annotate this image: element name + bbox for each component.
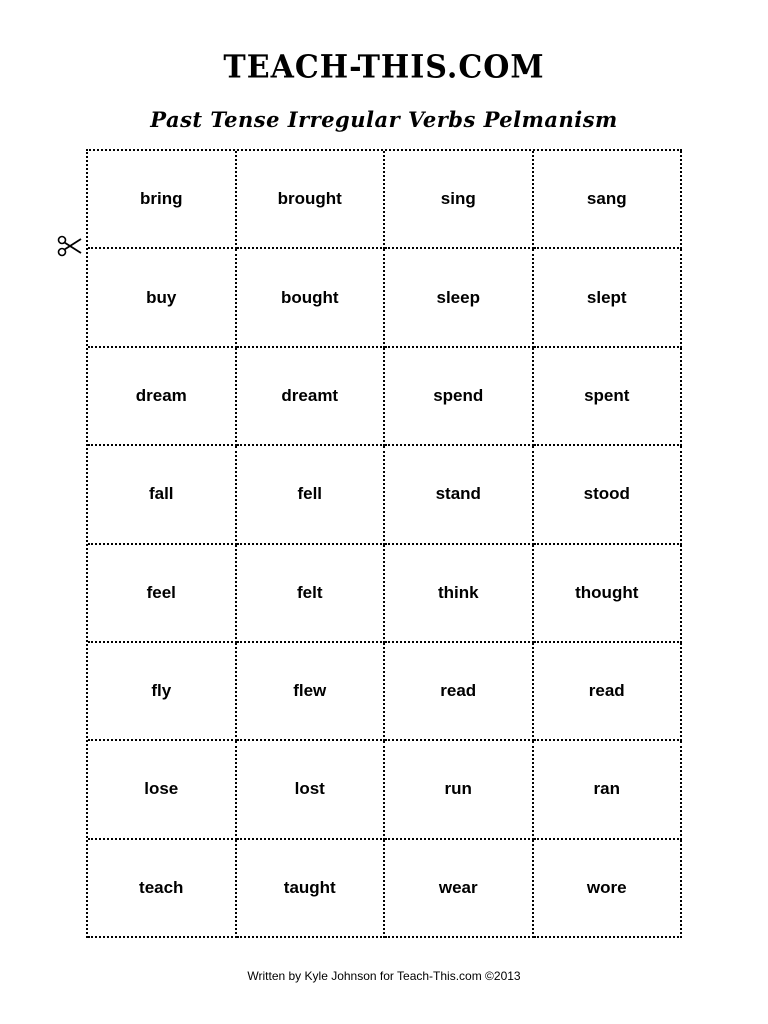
word-card: stand — [385, 446, 534, 544]
word-card: fall — [88, 446, 237, 544]
word-card: felt — [237, 545, 386, 643]
word-card: dream — [88, 348, 237, 446]
word-card: fly — [88, 643, 237, 741]
scissors-icon — [56, 235, 82, 257]
word-card: bought — [237, 249, 386, 347]
word-card: spend — [385, 348, 534, 446]
word-card: sing — [385, 151, 534, 249]
word-card: sang — [534, 151, 683, 249]
word-card: run — [385, 741, 534, 839]
word-card: fell — [237, 446, 386, 544]
word-card: slept — [534, 249, 683, 347]
card-grid — [86, 149, 682, 938]
word-card: wear — [385, 840, 534, 938]
word-card: read — [385, 643, 534, 741]
word-card: stood — [534, 446, 683, 544]
word-card: wore — [534, 840, 683, 938]
site-title: TEACH-THIS.COM — [223, 49, 545, 86]
word-card: brought — [237, 151, 386, 249]
word-card: lose — [88, 741, 237, 839]
word-card: flew — [237, 643, 386, 741]
word-card: sleep — [385, 249, 534, 347]
word-card: teach — [88, 840, 237, 938]
word-card: taught — [237, 840, 386, 938]
word-card: lost — [237, 741, 386, 839]
word-card: buy — [88, 249, 237, 347]
word-card: feel — [88, 545, 237, 643]
word-card: spent — [534, 348, 683, 446]
footer-credit: Written by Kyle Johnson for Teach-This.com ©2013 — [247, 969, 521, 983]
word-card: ran — [534, 741, 683, 839]
word-card: dreamt — [237, 348, 386, 446]
word-card: bring — [88, 151, 237, 249]
word-card: read — [534, 643, 683, 741]
worksheet-title: Past Tense Irregular Verbs Pelmanism — [150, 107, 618, 132]
word-card: thought — [534, 545, 683, 643]
word-card: think — [385, 545, 534, 643]
